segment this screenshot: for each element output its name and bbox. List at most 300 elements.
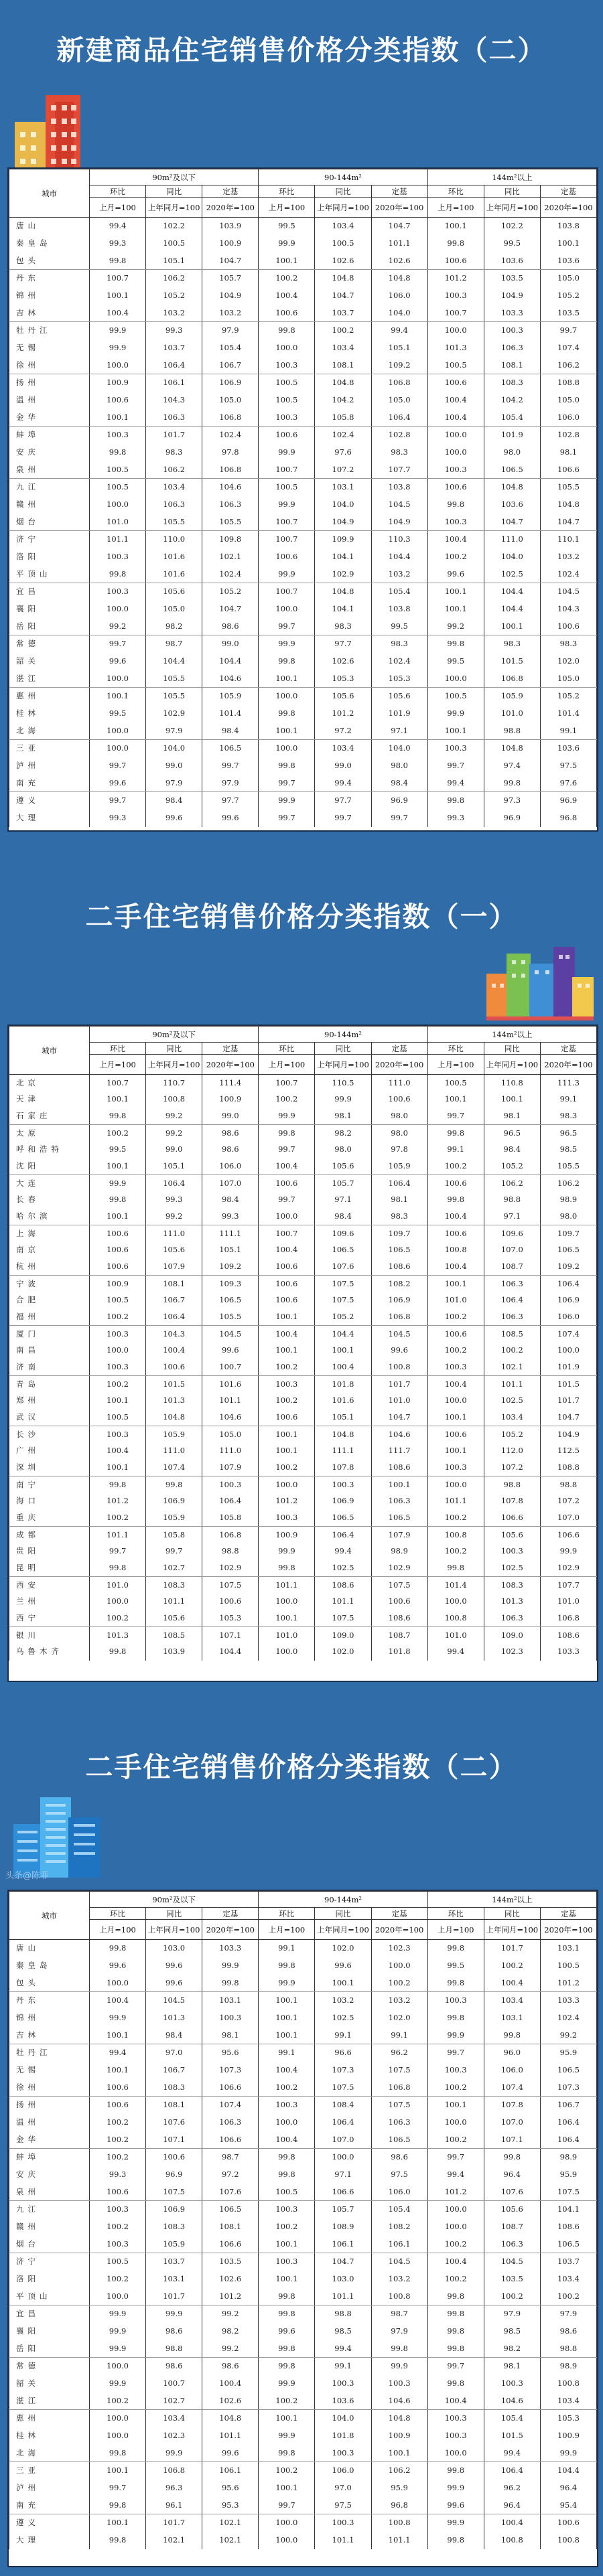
index-cell: 98.2 <box>202 2323 259 2340</box>
index-cell: 104.1 <box>315 548 371 566</box>
index-cell: 100.1 <box>90 1460 146 1476</box>
index-cell: 106.8 <box>146 2462 202 2480</box>
index-cell: 110.5 <box>315 1075 371 1091</box>
index-cell: 111.1 <box>202 1225 259 1242</box>
index-cell: 96.5 <box>540 1125 596 1142</box>
index-cell: 100.1 <box>259 670 315 688</box>
index-cell: 106.4 <box>202 1493 259 1510</box>
h-hb2: 上月=100 <box>90 1920 146 1940</box>
index-cell: 104.2 <box>484 392 540 409</box>
city-cell: 深圳 <box>9 1460 90 1476</box>
city-cell: 长沙 <box>9 1426 90 1443</box>
h-tb2: 上年同月=100 <box>315 1920 371 1940</box>
index-cell: 100.3 <box>259 2253 315 2271</box>
index-cell: 100.1 <box>259 1343 315 1359</box>
index-cell: 104.4 <box>146 653 202 670</box>
index-cell: 100.1 <box>427 723 484 740</box>
index-cell: 100.6 <box>371 1594 427 1610</box>
table-row <box>9 1309 597 1326</box>
section2-table-card <box>7 1025 598 1682</box>
index-cell: 101.6 <box>202 1376 259 1393</box>
index-cell: 96.9 <box>484 810 540 827</box>
section1-table-card <box>7 167 598 832</box>
index-cell: 99.1 <box>540 1091 596 1108</box>
index-cell: 99.6 <box>146 810 202 827</box>
index-cell: 99.9 <box>259 566 315 583</box>
index-cell: 103.9 <box>146 1644 202 1661</box>
index-cell: 108.3 <box>484 1577 540 1594</box>
index-cell: 95.6 <box>202 2480 259 2497</box>
index-cell: 109.6 <box>484 1225 540 1242</box>
index-cell: 104.7 <box>371 218 427 235</box>
index-cell: 100.0 <box>427 2201 484 2218</box>
index-cell: 106.5 <box>315 1242 371 1259</box>
index-cell: 107.2 <box>315 461 371 479</box>
index-cell: 106.5 <box>202 2201 259 2218</box>
city-cell: 呼和浩特 <box>9 1142 90 1158</box>
index-cell: 105.5 <box>146 514 202 531</box>
index-cell: 106.2 <box>540 1175 596 1192</box>
index-cell: 100.6 <box>427 1426 484 1443</box>
index-cell: 105.2 <box>484 1426 540 1443</box>
index-cell: 107.1 <box>484 2131 540 2149</box>
building-skyline-icon <box>486 947 594 1020</box>
index-cell: 100.4 <box>202 2375 259 2393</box>
index-cell: 100.8 <box>427 1242 484 1259</box>
index-cell: 100.2 <box>90 2271 146 2288</box>
index-cell: 104.6 <box>202 1410 259 1426</box>
index-cell: 100.5 <box>427 357 484 374</box>
index-cell: 107.3 <box>315 2062 371 2079</box>
index-cell: 106.8 <box>371 374 427 392</box>
h-dj2: 2020年=100 <box>202 198 259 218</box>
index-cell: 105.2 <box>540 688 596 705</box>
index-cell: 96.8 <box>371 2497 427 2514</box>
index-cell: 99.9 <box>146 2445 202 2462</box>
index-cell: 98.1 <box>484 2358 540 2375</box>
index-cell: 106.9 <box>371 1292 427 1309</box>
index-cell: 96.1 <box>146 2497 202 2514</box>
index-cell: 101.1 <box>259 1577 315 1594</box>
table-row <box>9 1091 597 1108</box>
index-cell: 99.9 <box>146 2305 202 2323</box>
index-cell: 108.2 <box>371 1276 427 1292</box>
index-cell: 98.1 <box>484 1108 540 1125</box>
index-cell: 100.0 <box>315 2149 371 2166</box>
index-cell: 96.4 <box>484 2497 540 2514</box>
city-cell: 徐州 <box>9 2079 90 2097</box>
index-cell: 100.8 <box>371 1359 427 1376</box>
index-cell: 100.8 <box>146 1091 202 1108</box>
index-cell: 99.1 <box>259 2044 315 2062</box>
index-cell: 100.5 <box>259 479 315 496</box>
index-cell: 109.3 <box>202 1276 259 1292</box>
table-row <box>9 566 597 583</box>
index-cell: 99.7 <box>90 757 146 775</box>
index-cell: 108.9 <box>315 2218 371 2236</box>
index-cell: 111.0 <box>484 531 540 548</box>
table-row <box>9 2253 597 2271</box>
index-cell: 100.6 <box>90 2184 146 2201</box>
index-cell: 106.3 <box>146 409 202 427</box>
city-cell: 烟台 <box>9 514 90 531</box>
index-cell: 98.3 <box>371 444 427 461</box>
index-cell: 106.6 <box>202 2079 259 2097</box>
index-cell: 99.7 <box>146 1543 202 1560</box>
index-cell: 106.4 <box>146 357 202 374</box>
index-cell: 100.2 <box>90 1610 146 1627</box>
index-cell: 105.5 <box>146 670 202 688</box>
table-row <box>9 496 597 514</box>
city-cell: 南充 <box>9 775 90 792</box>
city-cell: 韶关 <box>9 653 90 670</box>
section3-tbody <box>9 1940 597 2549</box>
index-cell: 100.5 <box>90 1410 146 1426</box>
index-cell: 100.3 <box>427 287 484 305</box>
index-cell: 101.9 <box>371 705 427 723</box>
index-cell: 102.1 <box>146 2532 202 2549</box>
index-cell: 99.9 <box>90 2305 146 2323</box>
watermark-text: 头条@陈菲 <box>5 1871 50 1881</box>
index-cell: 100.1 <box>259 2271 315 2288</box>
table-row <box>9 548 597 566</box>
index-cell: 100.8 <box>484 2532 540 2549</box>
index-cell: 101.4 <box>202 705 259 723</box>
index-cell: 107.7 <box>371 461 427 479</box>
index-cell: 100.4 <box>427 409 484 427</box>
index-cell: 99.9 <box>427 2480 484 2497</box>
index-cell: 100.2 <box>427 1343 484 1359</box>
h-hb2: 上月=100 <box>90 1055 146 1075</box>
index-cell: 106.6 <box>540 1527 596 1543</box>
index-cell: 101.1 <box>315 1594 371 1610</box>
h-tb: 同比 <box>315 1043 371 1055</box>
index-cell: 98.7 <box>371 2305 427 2323</box>
h-hb2: 上月=100 <box>259 1055 315 1075</box>
index-cell: 99.2 <box>540 2027 596 2044</box>
index-cell: 104.9 <box>202 287 259 305</box>
index-cell: 111.0 <box>202 1443 259 1460</box>
index-cell: 99.8 <box>427 792 484 810</box>
city-cell: 杭州 <box>9 1259 90 1276</box>
city-cell: 南宁 <box>9 1476 90 1493</box>
index-cell: 100.7 <box>259 1075 315 1091</box>
index-cell: 100.1 <box>540 235 596 252</box>
city-cell: 遵义 <box>9 792 90 810</box>
index-cell: 105.5 <box>146 688 202 705</box>
index-cell: 99.8 <box>259 653 315 670</box>
index-cell: 100.9 <box>259 1527 315 1543</box>
table-row <box>9 1940 597 1957</box>
index-cell: 100.3 <box>202 2010 259 2027</box>
city-cell: 南昌 <box>9 1343 90 1359</box>
table-row <box>9 1359 597 1376</box>
city-cell: 福州 <box>9 1309 90 1326</box>
index-cell: 99.8 <box>427 1125 484 1142</box>
index-cell: 100.3 <box>90 583 146 601</box>
index-cell: 100.1 <box>259 723 315 740</box>
index-cell: 100.7 <box>259 583 315 601</box>
index-cell: 103.1 <box>315 479 371 496</box>
index-cell: 107.0 <box>540 1510 596 1527</box>
table-row <box>9 2184 597 2201</box>
index-cell: 110.0 <box>146 531 202 548</box>
index-cell: 102.7 <box>146 2393 202 2410</box>
index-cell: 98.2 <box>315 1125 371 1142</box>
index-cell: 99.3 <box>90 2166 146 2184</box>
index-cell: 107.8 <box>484 1493 540 1510</box>
h-hb: 环比 <box>90 1908 146 1920</box>
index-cell: 103.2 <box>315 1992 371 2010</box>
index-cell: 102.4 <box>315 427 371 444</box>
index-cell: 100.3 <box>427 2410 484 2427</box>
city-cell: 烟台 <box>9 2236 90 2253</box>
index-cell: 101.1 <box>202 2427 259 2445</box>
col-city: 城市 <box>9 1892 90 1940</box>
section-second-hand-1 <box>0 864 603 1701</box>
index-cell: 100.4 <box>259 1326 315 1343</box>
index-cell: 100.5 <box>259 2184 315 2201</box>
h-dj: 定基 <box>540 1908 596 1920</box>
index-cell: 105.7 <box>315 2201 371 2218</box>
index-cell: 104.7 <box>371 1410 427 1426</box>
index-cell: 107.2 <box>540 1493 596 1510</box>
index-cell: 99.2 <box>202 2340 259 2358</box>
index-cell: 107.4 <box>146 1460 202 1476</box>
h-dj2: 2020年=100 <box>202 1920 259 1940</box>
index-cell: 98.7 <box>202 2149 259 2166</box>
index-cell: 107.1 <box>146 2131 202 2149</box>
h-tb: 同比 <box>484 1043 540 1055</box>
h-hb: 环比 <box>259 1043 315 1055</box>
index-cell: 100.3 <box>259 357 315 374</box>
city-cell: 金华 <box>9 2131 90 2149</box>
table-row <box>9 339 597 357</box>
index-cell: 100.2 <box>484 1957 540 1975</box>
index-cell: 104.0 <box>371 305 427 322</box>
index-cell: 99.8 <box>259 322 315 339</box>
index-cell: 100.3 <box>427 2062 484 2079</box>
table-row <box>9 1276 597 1292</box>
index-cell: 100.6 <box>427 252 484 270</box>
index-cell: 96.4 <box>484 2166 540 2184</box>
index-cell: 103.2 <box>371 566 427 583</box>
index-cell: 106.0 <box>484 2062 540 2079</box>
index-cell: 105.6 <box>146 1242 202 1259</box>
index-cell: 99.4 <box>427 775 484 792</box>
group-small: 90m²及以下 <box>90 1892 259 1908</box>
table-row <box>9 2218 597 2236</box>
index-cell: 103.1 <box>202 1992 259 2010</box>
index-cell: 102.9 <box>315 566 371 583</box>
city-cell: 丹东 <box>9 270 90 287</box>
section1-table <box>9 169 597 827</box>
index-cell: 99.9 <box>90 2323 146 2340</box>
index-cell: 104.8 <box>202 2410 259 2427</box>
h-tb2: 上年同月=100 <box>146 1055 202 1075</box>
index-cell: 103.7 <box>540 2253 596 2271</box>
index-cell: 103.3 <box>540 1992 596 2010</box>
index-cell: 100.1 <box>90 1158 146 1175</box>
index-cell: 100.1 <box>90 688 146 705</box>
index-cell: 107.5 <box>315 2079 371 2097</box>
index-cell: 99.5 <box>484 235 540 252</box>
h-tb: 同比 <box>315 185 371 198</box>
index-cell: 98.4 <box>315 1209 371 1225</box>
table-row <box>9 2114 597 2131</box>
index-cell: 108.6 <box>371 1610 427 1627</box>
index-cell: 103.9 <box>202 218 259 235</box>
index-cell: 101.3 <box>146 2010 202 2027</box>
index-cell: 99.7 <box>90 2480 146 2497</box>
index-cell: 105.2 <box>484 1158 540 1175</box>
index-cell: 99.8 <box>90 444 146 461</box>
index-cell: 104.0 <box>315 2410 371 2427</box>
index-cell: 101.7 <box>484 1940 540 1957</box>
index-cell: 98.9 <box>540 2358 596 2375</box>
index-cell: 99.8 <box>90 252 146 270</box>
index-cell: 100.1 <box>259 1992 315 2010</box>
index-cell: 108.8 <box>540 374 596 392</box>
h-tb: 同比 <box>315 1908 371 1920</box>
index-cell: 99.7 <box>427 1108 484 1125</box>
index-cell: 100.0 <box>427 1594 484 1610</box>
index-cell: 99.2 <box>146 1209 202 1225</box>
index-cell: 100.3 <box>427 461 484 479</box>
table-row <box>9 2514 597 2532</box>
h-hb: 环比 <box>427 1908 484 1920</box>
table-row <box>9 2166 597 2184</box>
index-cell: 104.8 <box>315 374 371 392</box>
index-cell: 100.1 <box>259 1309 315 1326</box>
index-cell: 99.4 <box>427 2166 484 2184</box>
index-cell: 103.6 <box>484 496 540 514</box>
city-cell: 宜昌 <box>9 2305 90 2323</box>
index-cell: 96.9 <box>146 2166 202 2184</box>
index-cell: 106.2 <box>371 2462 427 2480</box>
table-row <box>9 409 597 427</box>
index-cell: 103.4 <box>315 740 371 757</box>
table-row <box>9 322 597 339</box>
index-cell: 109.9 <box>315 531 371 548</box>
index-cell: 99.9 <box>540 2445 596 2462</box>
index-cell: 99.9 <box>427 2027 484 2044</box>
index-cell: 105.6 <box>484 2201 540 2218</box>
index-cell: 106.4 <box>484 2462 540 2480</box>
index-cell: 105.0 <box>146 601 202 618</box>
index-cell: 99.8 <box>427 2340 484 2358</box>
h-tb: 同比 <box>146 185 202 198</box>
city-cell: 桂林 <box>9 2427 90 2445</box>
index-cell: 101.7 <box>371 1376 427 1393</box>
index-cell: 107.4 <box>484 2079 540 2097</box>
index-cell: 101.5 <box>540 1376 596 1393</box>
index-cell: 108.7 <box>484 2218 540 2236</box>
table-row <box>9 688 597 705</box>
city-cell: 厦门 <box>9 1326 90 1343</box>
index-cell: 97.4 <box>484 757 540 775</box>
h-dj: 定基 <box>202 1043 259 1055</box>
city-cell: 常德 <box>9 635 90 653</box>
index-cell: 104.4 <box>202 1644 259 1661</box>
table-row <box>9 1476 597 1493</box>
index-cell: 98.4 <box>146 792 202 810</box>
index-cell: 105.5 <box>202 514 259 531</box>
index-cell: 100.3 <box>315 2445 371 2462</box>
table-row <box>9 392 597 409</box>
index-cell: 99.5 <box>427 653 484 670</box>
index-cell: 106.2 <box>146 461 202 479</box>
index-cell: 104.4 <box>371 548 427 566</box>
index-cell: 100.4 <box>427 2253 484 2271</box>
index-cell: 99.8 <box>90 566 146 583</box>
index-cell: 99.9 <box>427 705 484 723</box>
index-cell: 99.7 <box>90 792 146 810</box>
index-cell: 100.1 <box>371 2445 427 2462</box>
index-cell: 99.4 <box>427 1644 484 1661</box>
index-cell: 99.8 <box>259 2358 315 2375</box>
index-cell: 100.5 <box>259 392 315 409</box>
index-cell: 107.2 <box>484 1460 540 1476</box>
index-cell: 100.6 <box>427 479 484 496</box>
index-cell: 104.3 <box>540 601 596 618</box>
index-cell: 102.9 <box>540 1560 596 1577</box>
index-cell: 104.9 <box>371 514 427 531</box>
index-cell: 101.8 <box>315 1376 371 1393</box>
index-cell: 99.7 <box>259 775 315 792</box>
index-cell: 107.0 <box>484 2114 540 2131</box>
index-cell: 105.7 <box>202 270 259 287</box>
index-cell: 106.4 <box>146 1175 202 1192</box>
index-cell: 105.9 <box>146 2236 202 2253</box>
index-cell: 108.7 <box>484 1259 540 1276</box>
city-cell: 泉州 <box>9 461 90 479</box>
index-cell: 98.8 <box>540 2340 596 2358</box>
index-cell: 104.2 <box>315 392 371 409</box>
index-cell: 104.6 <box>371 2393 427 2410</box>
h-tb2: 上年同月=100 <box>315 1055 371 1075</box>
index-cell: 102.6 <box>371 252 427 270</box>
index-cell: 100.6 <box>259 1292 315 1309</box>
index-cell: 105.6 <box>146 583 202 601</box>
index-cell: 99.4 <box>484 2445 540 2462</box>
index-cell: 100.0 <box>259 2532 315 2549</box>
index-cell: 99.9 <box>90 1175 146 1192</box>
index-cell: 99.7 <box>540 322 596 339</box>
index-cell: 110.3 <box>371 531 427 548</box>
index-cell: 99.5 <box>90 1142 146 1158</box>
index-cell: 100.1 <box>315 1975 371 1992</box>
index-cell: 100.2 <box>259 1460 315 1476</box>
table-row <box>9 1158 597 1175</box>
table-row <box>9 2358 597 2375</box>
city-cell: 兰州 <box>9 1594 90 1610</box>
index-cell: 106.3 <box>484 2236 540 2253</box>
index-cell: 100.4 <box>427 1259 484 1276</box>
index-cell: 100.3 <box>484 1543 540 1560</box>
index-cell: 98.8 <box>146 2340 202 2358</box>
index-cell: 99.2 <box>202 2305 259 2323</box>
city-cell: 襄阳 <box>9 601 90 618</box>
index-cell: 97.6 <box>540 775 596 792</box>
index-cell: 108.1 <box>484 357 540 374</box>
index-cell: 98.6 <box>202 618 259 635</box>
table-row <box>9 1326 597 1343</box>
city-cell: 宜昌 <box>9 583 90 601</box>
index-cell: 107.5 <box>315 1610 371 1627</box>
index-cell: 106.1 <box>315 2236 371 2253</box>
index-cell: 100.4 <box>90 1443 146 1460</box>
